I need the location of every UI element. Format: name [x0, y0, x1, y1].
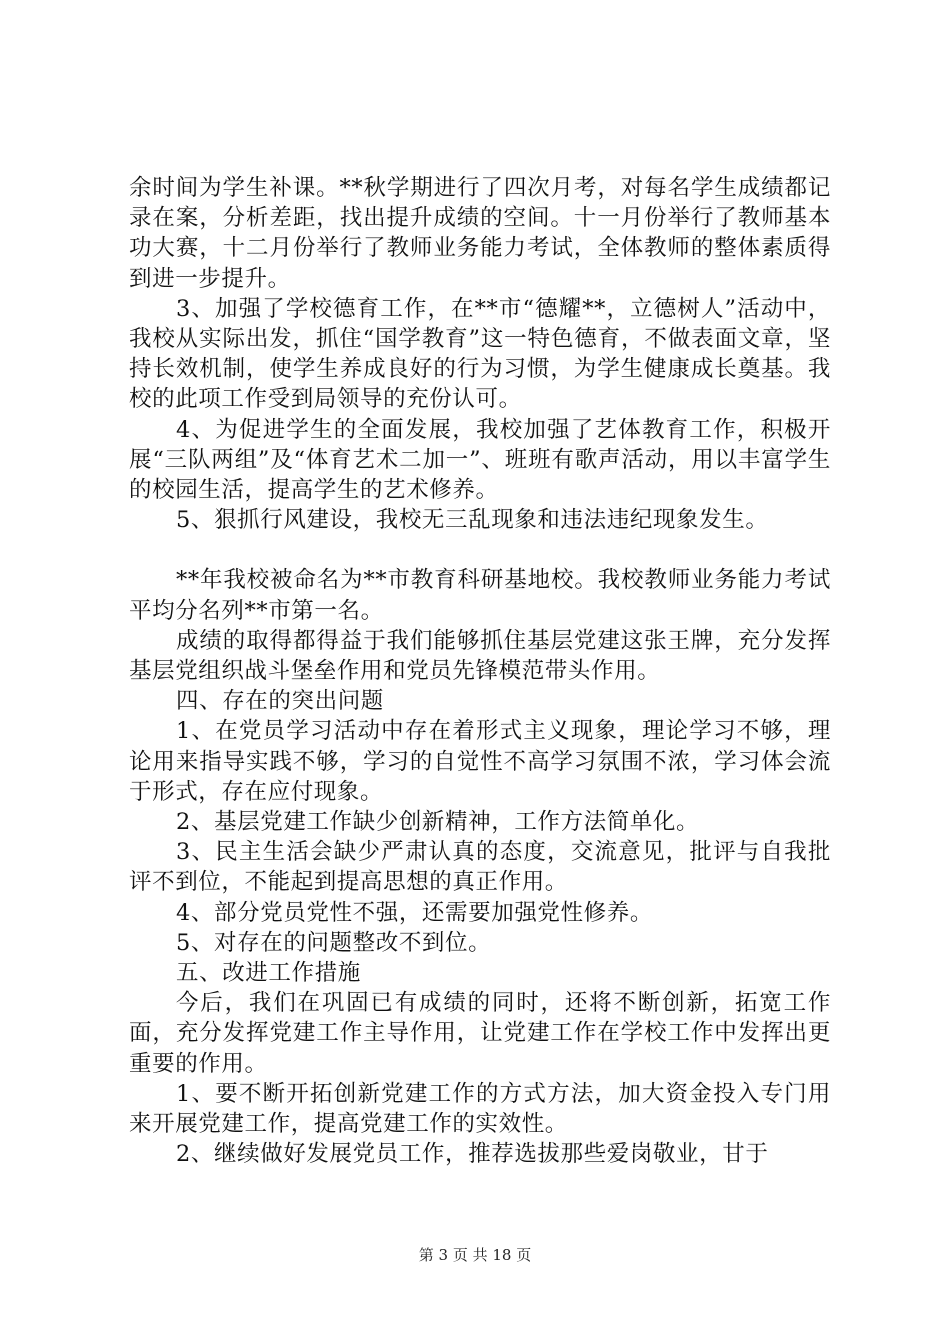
- problem-item-5: 5、对存在的问题整改不到位。: [176, 929, 492, 956]
- paragraph-summary: 成绩的取得都得益于我们能够抓住基层党建这张王牌，充分发挥基层党组织战斗堡垒作用和党员先锋模范带头作用。: [129, 627, 831, 685]
- paragraph-item-3: 3、加强了学校德育工作，在**市“德耀**，立德树人”活动中，我校从实际出发，抓住“国学教育”这一特色德育，不做表面文章，坚持长效机制，使学生养成良好的行为习惯，为学生健康成长奠基。我校的此项工作受到局领导的充份认可。: [129, 295, 831, 413]
- problem-item-4: 4、部分党员党性不强，还需要加强党性修养。: [176, 899, 653, 926]
- measures-intro: 今后，我们在巩固已有成绩的同时，还将不断创新，拓宽工作面，充分发挥党建工作主导作用，让党建工作在学校工作中发挥出更重要的作用。: [129, 990, 831, 1077]
- section-heading-problems: 四、存在的突出问题: [176, 688, 384, 715]
- paragraph-continuation: 余时间为学生补课。**秋学期进行了四次月考，对每名学生成绩都记录在案，分析差距，找出提升成绩的空间。十一月份举行了教师基本功大赛，十二月份举行了教师业务能力考试，全体教师的整体素质得到进一步提升。: [129, 175, 831, 292]
- paragraph-achievement: **年我校被命名为**市教育科研基地校。我校教师业务能力考试平均分名列**市第一名。: [129, 567, 831, 624]
- paragraph-item-5: 5、狠抓行风建设，我校无三乱现象和违法违纪现象发生。: [176, 507, 769, 534]
- paragraph-gap: [129, 535, 831, 565]
- problem-item-3: 3、民主生活会缺少严肃认真的态度，交流意见，批评与自我批评不到位，不能起到提高思想的真正作用。: [129, 839, 831, 896]
- problem-item-1: 1、在党员学习活动中存在着形式主义现象，理论学习不够，理论用来指导实践不够，学习的自觉性不高学习氛围不浓，学习体会流于形式，存在应付现象。: [129, 718, 831, 805]
- measure-item-2: 2、继续做好发展党员工作，推荐选拔那些爱岗敬业，甘于: [176, 1141, 769, 1168]
- document-body: [129, 173, 831, 1170]
- measure-item-1: 1、要不断开拓创新党建工作的方式方法，加大资金投入专门用来开展党建工作，提高党建工作的实效性。: [129, 1080, 831, 1138]
- page-number-footer: 第 3 页 共 18 页: [418, 1246, 532, 1264]
- paragraph-item-4: 4、为促进学生的全面发展，我校加强了艺体教育工作，积极开展“三队两组”及“体育艺术二加一”、班班有歌声活动，用以丰富学生的校园生活，提高学生的艺术修养。: [129, 416, 831, 504]
- section-heading-measures: 五、改进工作措施: [176, 960, 361, 987]
- problem-item-2: 2、基层党建工作缺少创新精神，工作方法简单化。: [176, 809, 700, 836]
